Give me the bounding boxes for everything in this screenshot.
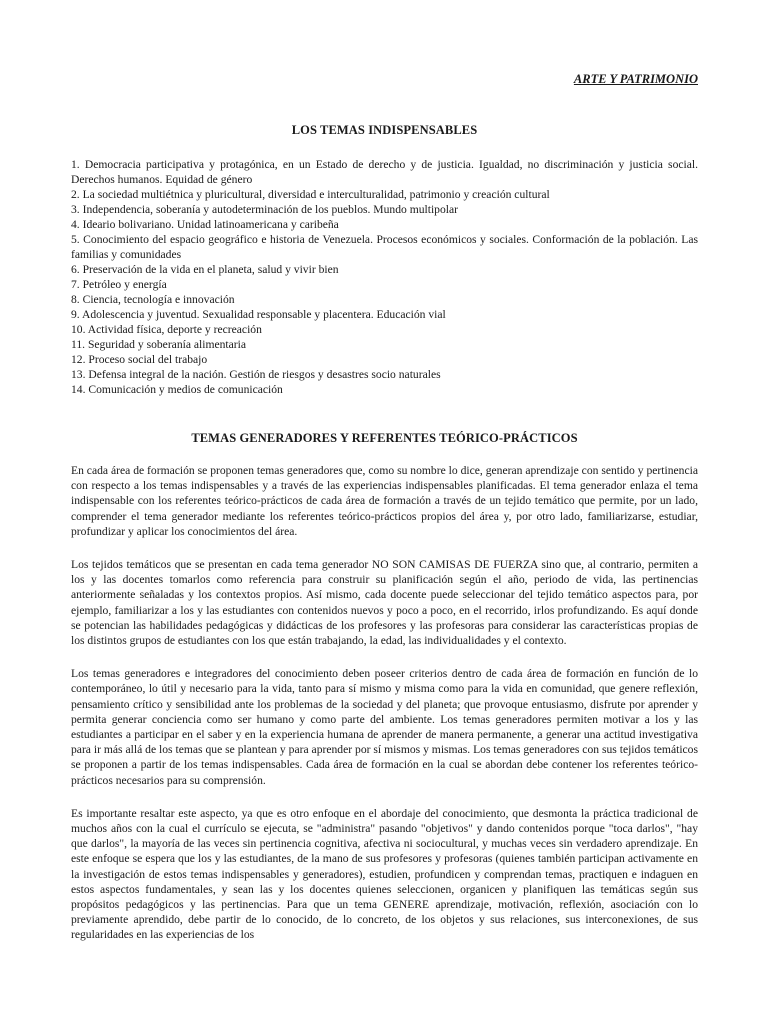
list-item: 6. Preservación de la vida en el planeta, salud y vivir bien [71,263,339,276]
list-item: 3. Independencia, soberanía y autodeterminación de los pueblos. Mundo multipolar [71,203,458,216]
temas-list [71,157,698,397]
list-item: 7. Petróleo y energía [71,278,167,291]
paragraph: En cada área de formación se proponen temas generadores que, como su nombre lo dice, generan aprendizaje con sentido y pertinencia con respecto a los temas indispensables y a través de las experiencias indispensables planificadas. El tema generador enlaza el tema indispensable con los referentes teórico-prácticos de cada área de formación a través de un tejido temático que permite, por un lado, comprender el tema generador mediante los referentes teórico-prácticos propios del área y, por otro lado, familiarizarse, estudiar, profundizar y aplicar los conocimientos del área. [71,464,698,538]
list-item: 8. Ciencia, tecnología e innovación [71,293,235,306]
list-item: 13. Defensa integral de la nación. Gestión de riesgos y desastres socio naturales [71,368,441,381]
list-item: 14. Comunicación y medios de comunicación [71,383,283,396]
list-item: 1. Democracia participativa y protagónica, en un Estado de derecho y de justicia. Igualdad, no discriminación y justicia social. Derechos humanos. Equidad de género [71,158,698,186]
document-header: ARTE Y PATRIMONIO [573,72,698,86]
list-item: 4. Ideario bolivariano. Unidad latinoamericana y caribeña [71,218,339,231]
paragraph: Es importante resaltar este aspecto, ya que es otro enfoque en el abordaje del conocimiento, que desmonta la práctica tradicional de muchos años con la cual el currículo se ejecuta, se "administra" pasando "objetivos" y dando contenidos porque "toca darlos", "hay que darlos", la mayoría de las veces sin pertinencia cognitiva, afectiva ni sociocultural, y muchas veces sin verdadero aprendizaje. En este enfoque se espera que los y las estudiantes, de la mano de sus profesores y profesoras (quienes también participan activamente en la investigación de estos temas indispensables y generadores), estudien, profundicen y comprendan temas, practiquen e indaguen en estos aspectos fundamentales, y sean las y los docentes quienes seleccionen, organicen y planifiquen las temáticas según sus propósitos pedagógicos y las pertinencias. Para que un tema GENERE aprendizaje, motivación, reflexión, asociación con lo previamente aprendido, debe partir de lo conocido, de lo concreto, de los objetos y sus relaciones, sus interconexiones, de sus regularidades en las experiencias de los [71,806,698,942]
list-item: 12. Proceso social del trabajo [71,353,208,366]
list-item: 10. Actividad física, deporte y recreación [71,323,262,336]
paragraph: Los temas generadores e integradores del conocimiento deben poseer criterios dentro de cada área de formación en función de lo contemporáneo, lo útil y necesario para la vida, tanto para sí mismo y misma como para la vida en comunidad, que genere reflexión, pensamiento crítico y sensibilidad ante los problemas de la sociedad y del planeta; que provoque entusiasmo, disfrute por aprender y permita generar conciencia como ser humano y como parte del ambiente. Los temas generadores permiten motivar a los y las estudiantes a participar en el saber y en la experiencia humana de aprender de manera permanente, a generar una actitud investigativa para ir más allá de los temas que se plantean y para aprender por sí mismos y mismas. Los temas generadores con sus tejidos temáticos se proponen a partir de los temas indispensables. Cada área de formación en la cual se abordan debe contener los referentes teórico-prácticos necesarios para su comprensión. [71,667,698,787]
list-item: 9. Adolescencia y juventud. Sexualidad responsable y placentera. Educación vial [71,308,446,321]
list-item: 5. Conocimiento del espacio geográfico e historia de Venezuela. Procesos económicos y sociales. Conformación de la población. Las familias y comunidades [71,233,698,261]
section-title-temas-indispensables: LOS TEMAS INDISPENSABLES [291,123,478,137]
list-item: 11. Seguridad y soberanía alimentaria [71,338,247,351]
section-title-temas-generadores: TEMAS GENERADORES Y REFERENTES TEÓRICO-PRÁCTICOS [191,431,578,445]
paragraph: Los tejidos temáticos que se presentan en cada tema generador NO SON CAMISAS DE FUERZA sino que, al contrario, permiten a los y las docentes tomarlos como referencia para construir su planificación según el año, periodo de vida, las pertinencias anteriormente señaladas y los contextos propios. Así mismo, cada docente puede seleccionar del tejido temático aspectos para, por ejemplo, familiarizar a los y las estudiantes con contenidos nuevos y poco a poco, en el recorrido, irlos profundizando. Es aquí donde se potencian las habilidades pedagógicas y didácticas de los profesores y las profesoras para considerar las características propias de los distintos grupos de estudiantes con los que están trabajando, la edad, las individualidades y el contexto. [71,558,698,648]
list-item: 2. La sociedad multiétnica y pluricultural, diversidad e interculturalidad, patrimonio y creación cultural [71,188,550,201]
